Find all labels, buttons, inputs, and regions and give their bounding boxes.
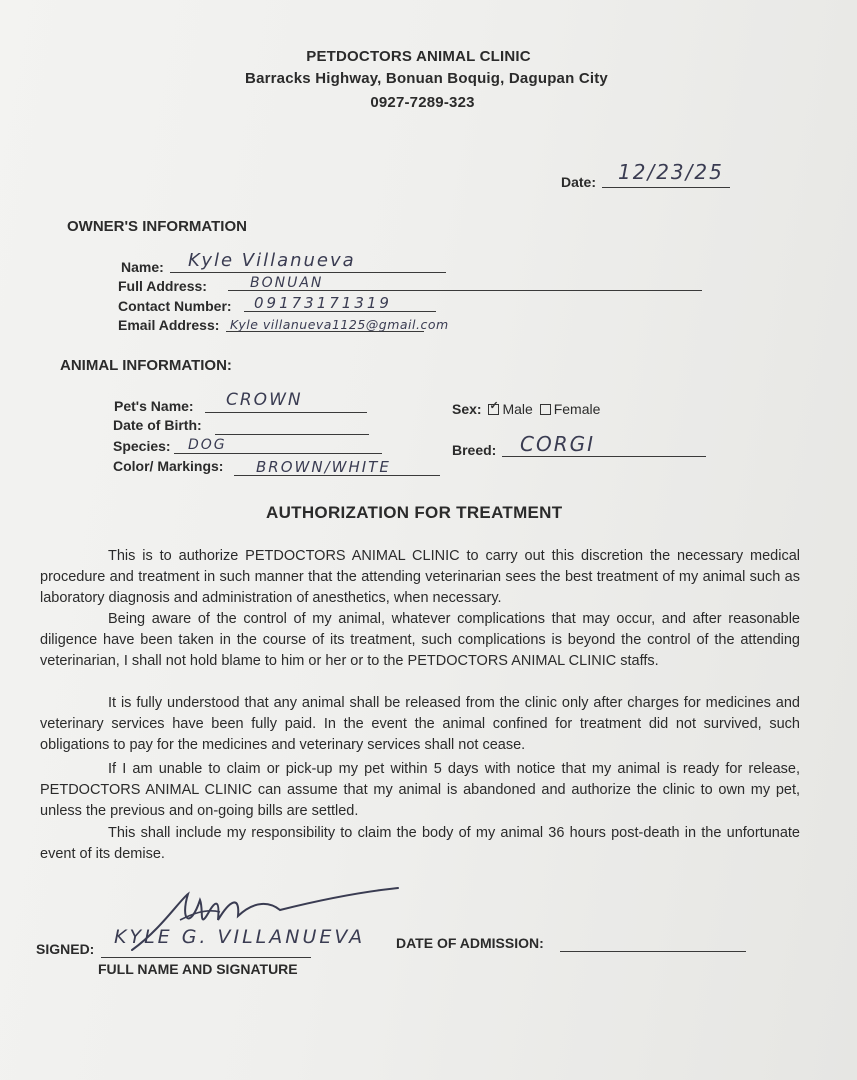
owner-email-value: Kyle villanueva1125@gmail.com bbox=[230, 317, 449, 332]
sex-male-checkbox[interactable] bbox=[488, 404, 499, 415]
species-line bbox=[174, 453, 382, 454]
owner-name-line bbox=[170, 272, 446, 273]
clinic-phone: 0927-7289-323 bbox=[370, 94, 475, 111]
owner-contact-value: 09173171319 bbox=[254, 294, 392, 312]
clinic-name: PETDOCTORS ANIMAL CLINIC bbox=[306, 48, 531, 65]
owner-contact-label: Contact Number: bbox=[118, 298, 232, 314]
authorization-paragraph-1: This is to authorize PETDOCTORS ANIMAL CLINIC to carry out this discretion the necessary medical procedure and treatment in such manner that the attending veterinarian sees the best treatment of my animal such as laboratory diagnosis and administration of anesthetics, when necessary. bbox=[40, 548, 800, 606]
dob-label: Date of Birth: bbox=[113, 417, 202, 433]
animal-heading: ANIMAL INFORMATION: bbox=[60, 357, 232, 374]
date-value: 12/23/25 bbox=[618, 160, 724, 184]
sex-label: Sex: bbox=[452, 401, 482, 417]
owner-address-value: BONUAN bbox=[250, 275, 324, 291]
admission-label: DATE OF ADMISSION: bbox=[396, 935, 544, 951]
sex-male-label: Male bbox=[502, 401, 533, 417]
signed-name-value: KYLE G. VILLANUEVA bbox=[114, 926, 366, 948]
sex-field bbox=[452, 401, 600, 417]
owner-name-value: Kyle Villanueva bbox=[188, 250, 356, 271]
pet-name-value: CROWN bbox=[226, 390, 303, 410]
color-value: BROWN/WHITE bbox=[256, 458, 391, 476]
species-label: Species: bbox=[113, 438, 171, 454]
breed-label: Breed: bbox=[452, 442, 497, 458]
breed-line bbox=[502, 456, 706, 457]
admission-line bbox=[560, 951, 746, 952]
owner-name-label: Name: bbox=[121, 259, 164, 275]
date-label: Date: bbox=[561, 174, 597, 190]
pet-name-label: Pet's Name: bbox=[114, 398, 194, 414]
breed-value: CORGI bbox=[520, 432, 595, 456]
authorization-title: AUTHORIZATION FOR TREATMENT bbox=[266, 503, 563, 522]
authorization-paragraph-5: This shall include my responsibility to claim the body of my animal 36 hours post-death in the unfortunate event of its demise. bbox=[40, 825, 800, 862]
sex-female-checkbox[interactable] bbox=[540, 404, 551, 415]
sex-female-label: Female bbox=[553, 401, 601, 417]
color-label: Color/ Markings: bbox=[113, 458, 224, 474]
authorization-paragraph-4: If I am unable to claim or pick-up my pet within 5 days with notice that my animal is ready for release, PETDOCTORS ANIMAL CLINIC can assume that my animal is abandoned and authorize the clinic to own my pet, unless the previous and on-going bills are settled. bbox=[40, 761, 800, 819]
date-line bbox=[602, 187, 730, 188]
dob-line bbox=[215, 434, 369, 435]
pet-name-line bbox=[205, 412, 367, 413]
signature-scribble bbox=[120, 880, 410, 960]
owner-heading: OWNER'S INFORMATION bbox=[67, 218, 247, 235]
authorization-paragraph-3: It is fully understood that any animal shall be released from the clinic only after charges for medicines and veterinary services have been fully paid. In the event the animal confined for treatment did not survived, such obligations to pay for the medicines and veterinary services shall not cease. bbox=[40, 695, 800, 753]
signature-caption: FULL NAME AND SIGNATURE bbox=[98, 961, 298, 977]
owner-address-label: Full Address: bbox=[118, 278, 207, 294]
clinic-address: Barracks Highway, Bonuan Boquig, Dagupan City bbox=[245, 70, 608, 87]
authorization-paragraph-2: Being aware of the control of my animal, whatever complications that may occur, and after reasonable diligence have been taken in the course of its treatment, such complications is beyond the control of the attending veterinarian, I shall not hold blame to him or her or to the PETDOCTORS ANIMAL CLINIC staffs. bbox=[40, 611, 800, 669]
species-value: DOG bbox=[188, 437, 227, 453]
signed-label: SIGNED: bbox=[36, 941, 95, 957]
owner-email-label: Email Address: bbox=[118, 317, 220, 333]
